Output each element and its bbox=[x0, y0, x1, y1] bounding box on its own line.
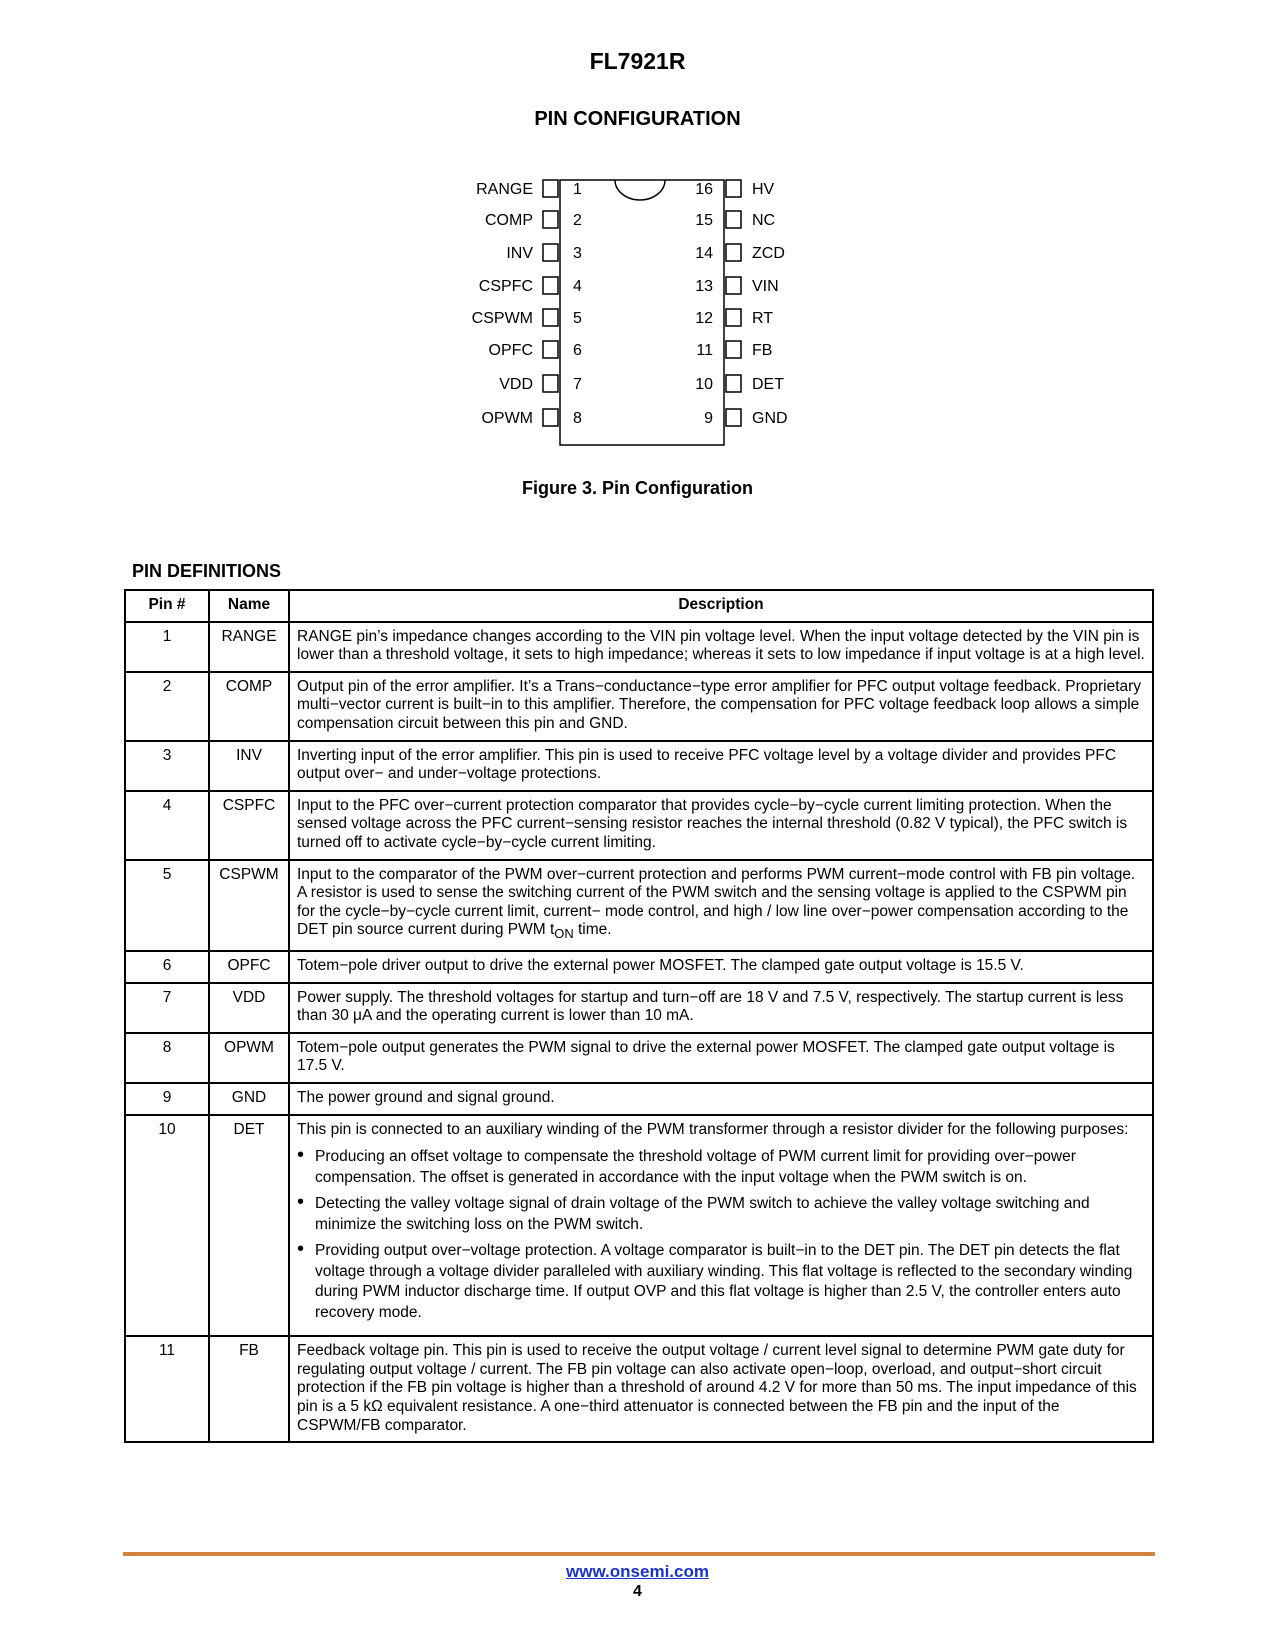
table-row bbox=[125, 672, 1153, 741]
table-row bbox=[125, 1083, 1153, 1115]
cell-pin-number: 6 bbox=[125, 951, 209, 983]
cell-description bbox=[289, 1115, 1153, 1337]
pin-lead-13 bbox=[726, 277, 741, 294]
cell-pin-name: DET bbox=[209, 1115, 289, 1337]
pin-label-rt: RT bbox=[752, 310, 774, 327]
cell-pin-number: 10 bbox=[125, 1115, 209, 1337]
pin-label-inv: INV bbox=[506, 245, 533, 262]
pin-number-2: 2 bbox=[573, 212, 582, 229]
table-row bbox=[125, 860, 1153, 951]
cell-description bbox=[289, 791, 1153, 860]
pin-lead-1 bbox=[543, 180, 558, 197]
pin-number-10: 10 bbox=[695, 376, 713, 393]
cell-pin-name: CSPFC bbox=[209, 791, 289, 860]
cell-pin-number: 1 bbox=[125, 622, 209, 672]
pin-number-11: 11 bbox=[696, 342, 713, 359]
cell-pin-number: 3 bbox=[125, 741, 209, 791]
header-pin-number: Pin # bbox=[125, 590, 209, 622]
pin-label-gnd: GND bbox=[752, 410, 788, 427]
cell-pin-name: GND bbox=[209, 1083, 289, 1115]
description-text: Totem−pole driver output to drive the external power MOSFET. The clamped gate output voltage is 15.5 V. bbox=[297, 957, 1024, 974]
pin-number-4: 4 bbox=[573, 278, 582, 295]
cell-description bbox=[289, 1033, 1153, 1083]
description-text-end: time. bbox=[573, 921, 612, 939]
description-text: Power supply. The threshold voltages for startup and turn−off are 18 V and 7.5 V, respectively. The startup current is less than 30 μA and the operating current is lower than 10 mA. bbox=[297, 988, 1124, 1025]
cell-pin-number: 5 bbox=[125, 860, 209, 951]
pin-label-range: RANGE bbox=[476, 181, 533, 198]
table-row bbox=[125, 622, 1153, 672]
pin-label-vin: VIN bbox=[752, 278, 779, 295]
cell-pin-name: INV bbox=[209, 741, 289, 791]
cell-description bbox=[289, 860, 1153, 951]
description-text: Input to the PFC over−current protection comparator that provides cycle−by−cycle current limiting protection. When the sensed voltage across the PFC current−sensing resistor reaches the internal threshold (0.82 V typical), the PFC switch is turned off to activate cycle−by−cycle current limiting. bbox=[297, 796, 1128, 851]
pin-number-15: 15 bbox=[695, 212, 713, 229]
pin-label-cspwm: CSPWM bbox=[471, 310, 533, 327]
cell-pin-number: 8 bbox=[125, 1033, 209, 1083]
pin-definitions-table bbox=[124, 589, 1154, 1443]
pin-lead-10 bbox=[726, 375, 741, 392]
list-item: • Producing an offset voltage to compensate the threshold voltage of PWM current limit for providing over−power compensation. The offset is generated in accordance with the input voltage when the PWM switch is on. bbox=[315, 1147, 1145, 1188]
table-row bbox=[125, 951, 1153, 983]
pin-label-det: DET bbox=[752, 376, 784, 393]
cell-description bbox=[289, 1336, 1153, 1442]
description-text: This pin is connected to an auxiliary winding of the PWM transformer through a resistor divider for the following purposes: bbox=[297, 1120, 1129, 1138]
pin-lead-11 bbox=[726, 341, 741, 358]
description-text: RANGE pin’s impedance changes according to the VIN pin voltage level. When the input voltage detected by the VIN pin is lower than a threshold voltage, it sets to high impedance; whereas it sets to low impedance if input voltage is at a high level. bbox=[297, 627, 1145, 664]
cell-pin-number: 4 bbox=[125, 791, 209, 860]
footer-divider bbox=[123, 1552, 1155, 1556]
cell-description bbox=[289, 983, 1153, 1033]
cell-pin-number: 9 bbox=[125, 1083, 209, 1115]
description-text: Totem−pole output generates the PWM signal to drive the external power MOSFET. The clamped gate output voltage is 17.5 V. bbox=[297, 1038, 1115, 1075]
pin-number-12: 12 bbox=[695, 310, 713, 327]
pin-label-opfc: OPFC bbox=[488, 342, 533, 359]
table-row bbox=[125, 1115, 1153, 1337]
pin-lead-5 bbox=[543, 309, 558, 326]
pin-number-16: 16 bbox=[695, 181, 713, 198]
pin-lead-16 bbox=[726, 180, 741, 197]
list-item: • Providing output over−voltage protection. A voltage comparator is built−in to the DET pin. The DET pin detects the flat voltage through a voltage divider paralleled with auxiliary winding. This flat voltage is reflected to the secondary winding during PWM inductor discharge time. If output OVP and this flat voltage is higher than 2.5 V, the controller enters auto recovery mode. bbox=[315, 1241, 1145, 1323]
pin-lead-9 bbox=[726, 409, 741, 426]
description-bullet-list bbox=[297, 1147, 1145, 1323]
pin-lead-3 bbox=[543, 244, 558, 261]
pin-label-fb: FB bbox=[752, 342, 773, 359]
description-text: Input to the comparator of the PWM over−current protection and performs PWM current−mode control with FB pin voltage. A resistor is used to sense the switching current of the PWM switch and the sensing voltage is applied to the CSPWM pin for the cycle−by−cycle current limit, current− mode control, and high / low line over−power compensation according to the DET pin source current during PWM t bbox=[297, 865, 1136, 939]
cell-description bbox=[289, 1083, 1153, 1115]
description-text: Output pin of the error amplifier. It’s a Trans−conductance−type error amplifier for PFC output voltage feedback. Proprietary multi−vector current is built−in to this amplifier. Therefore, the compensation for PFC voltage feedback loop allows a simple compensation circuit between this pin and GND. bbox=[297, 677, 1142, 732]
cell-description bbox=[289, 951, 1153, 983]
document-title: FL7921R bbox=[589, 48, 686, 74]
cell-pin-name: CSPWM bbox=[209, 860, 289, 951]
pin-lead-4 bbox=[543, 277, 558, 294]
figure-caption: Figure 3. Pin Configuration bbox=[522, 478, 753, 498]
cell-description bbox=[289, 622, 1153, 672]
pin-number-13: 13 bbox=[695, 278, 713, 295]
page-number: 4 bbox=[633, 1583, 642, 1600]
pin-definitions-title: PIN DEFINITIONS bbox=[132, 561, 282, 581]
pin-label-comp: COMP bbox=[485, 212, 533, 229]
pin-lead-15 bbox=[726, 211, 741, 228]
cell-pin-name: OPFC bbox=[209, 951, 289, 983]
pin-number-9: 9 bbox=[704, 410, 713, 427]
description-text: Inverting input of the error amplifier. This pin is used to receive PFC voltage level by a voltage divider and provides PFC output over− and under−voltage protections. bbox=[297, 746, 1117, 783]
table-header-row bbox=[125, 590, 1153, 622]
table-row bbox=[125, 983, 1153, 1033]
pin-label-zcd: ZCD bbox=[752, 245, 785, 262]
pin-number-14: 14 bbox=[695, 245, 713, 262]
description-subscript: ON bbox=[554, 926, 574, 942]
pin-label-hv: HV bbox=[752, 181, 775, 198]
pin-number-7: 7 bbox=[573, 376, 582, 393]
description-text: Feedback voltage pin. This pin is used to receive the output voltage / current level signal to determine PWM gate duty for regulating output voltage / current. The FB pin voltage can also activate open−loop, overload, and output−short circuit protection if the FB pin voltage is higher than a threshold of around 4.2 V for more than 50 ms. The input impedance of this pin is a 5 kΩ equivalent resistance. A one−third attenuator is connected between the FB pin and the input of the CSPWM/FB comparator. bbox=[297, 1342, 1137, 1434]
pin-label-opwm: OPWM bbox=[481, 410, 533, 427]
pin-lead-6 bbox=[543, 341, 558, 358]
cell-description bbox=[289, 741, 1153, 791]
pin-configuration-diagram bbox=[440, 170, 820, 470]
pin-label-nc: NC bbox=[752, 212, 776, 229]
cell-pin-name: FB bbox=[209, 1336, 289, 1442]
list-item: • Detecting the valley voltage signal of drain voltage of the PWM switch to achieve the valley voltage switching and minimize the switching loss on the PWM switch. bbox=[315, 1194, 1145, 1235]
pin-number-6: 6 bbox=[573, 342, 582, 359]
table-row bbox=[125, 1336, 1153, 1442]
pin-number-8: 8 bbox=[573, 410, 582, 427]
pin-number-5: 5 bbox=[573, 310, 582, 327]
cell-pin-number: 11 bbox=[125, 1336, 209, 1442]
cell-pin-name: VDD bbox=[209, 983, 289, 1033]
pin-definitions-body bbox=[125, 622, 1153, 1443]
footer-website-link[interactable]: www.onsemi.com bbox=[566, 1562, 709, 1581]
section-title-pin-configuration: PIN CONFIGURATION bbox=[534, 108, 741, 130]
pin-lead-2 bbox=[543, 211, 558, 228]
description-text: The power ground and signal ground. bbox=[297, 1088, 555, 1106]
cell-pin-number: 7 bbox=[125, 983, 209, 1033]
pin-lead-8 bbox=[543, 409, 558, 426]
cell-pin-number: 2 bbox=[125, 672, 209, 741]
table-row bbox=[125, 741, 1153, 791]
header-description: Description bbox=[289, 590, 1153, 622]
pin-number-1: 1 bbox=[573, 181, 582, 198]
pin-lead-7 bbox=[543, 375, 558, 392]
pin-lead-14 bbox=[726, 244, 741, 261]
pin-lead-12 bbox=[726, 309, 741, 326]
cell-description bbox=[289, 672, 1153, 741]
table-row bbox=[125, 1033, 1153, 1083]
cell-pin-name: COMP bbox=[209, 672, 289, 741]
cell-pin-name: OPWM bbox=[209, 1033, 289, 1083]
table-row bbox=[125, 791, 1153, 860]
pin-label-cspfc: CSPFC bbox=[478, 278, 533, 295]
header-name: Name bbox=[209, 590, 289, 622]
pin-label-vdd: VDD bbox=[499, 376, 533, 393]
pin-number-3: 3 bbox=[573, 245, 582, 262]
cell-pin-name: RANGE bbox=[209, 622, 289, 672]
